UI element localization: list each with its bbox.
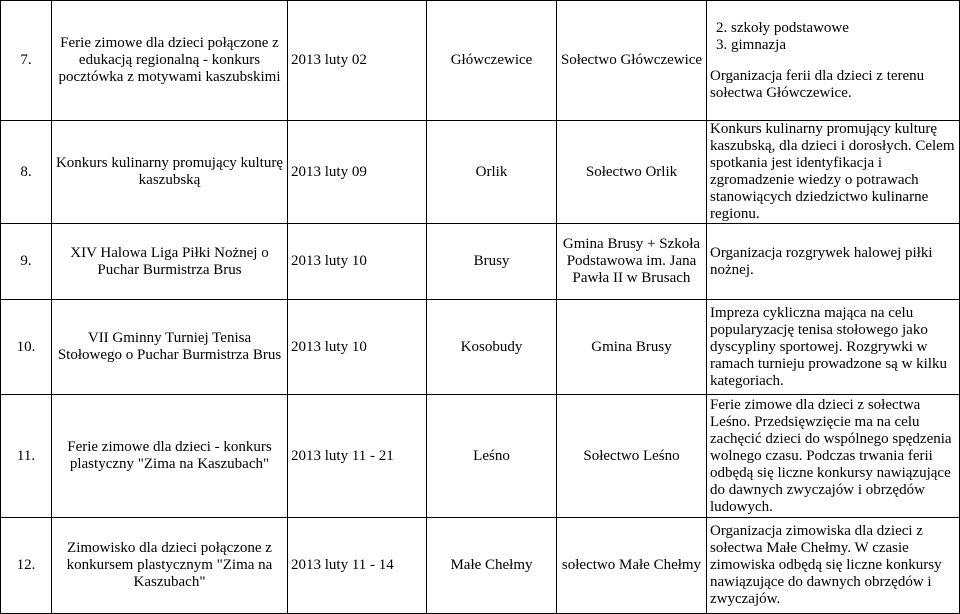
table-row (1, 121, 960, 224)
list-item: 3. gimnazja (716, 36, 786, 53)
event-name: Konkurs kulinarny promujący kulturę kaszubską (52, 121, 288, 224)
event-name: XIV Halowa Liga Piłki Nożnej o Puchar Burmistrza Brus (52, 224, 288, 300)
event-date: 2013 luty 09 (288, 121, 427, 224)
row-number: 12. (1, 518, 52, 614)
event-organizer: Sołectwo Główczewice (557, 1, 707, 121)
table-row (1, 224, 960, 300)
event-place: Małe Chełmy (427, 518, 557, 614)
event-organizer: Gmina Brusy + Szkoła Podstawowa im. Jana Pawła II w Brusach (557, 224, 707, 300)
event-description: Organizacja rozgrywek halowej piłki nożnej. (707, 224, 960, 300)
row-number: 10. (1, 300, 52, 395)
event-name: VII Gminny Turniej Tenisa Stołowego o Puchar Burmistrza Brus (52, 300, 288, 395)
event-organizer: sołectwo Małe Chełmy (557, 518, 707, 614)
event-place: Orlik (427, 121, 557, 224)
event-place: Kosobudy (427, 300, 557, 395)
event-name: Ferie zimowe dla dzieci - konkurs plastyczny "Zima na Kaszubach" (52, 395, 288, 518)
event-date: 2013 luty 02 (288, 1, 427, 121)
event-place: Główczewice (427, 1, 557, 121)
description-text: Organizacja ferii dla dzieci z terenu sołectwa Główczewice. (710, 67, 925, 101)
event-organizer: Sołectwo Leśno (557, 395, 707, 518)
event-description: Impreza cykliczna mająca na celu popularyzację tenisa stołowego jako dyscypliny sportowej. Rozgrywki w ramach turnieju prowadzone są w kilku kategoriach. (707, 300, 960, 395)
table-row (1, 518, 960, 614)
event-name: Ferie zimowe dla dzieci połączone z edukacją regionalną - konkurs pocztówka z motywami kaszubskimi (52, 1, 288, 121)
event-description: Konkurs kulinarny promujący kulturę kaszubską, dla dzieci i dorosłych. Celem spotkania jest identyfikacja i zgromadzenie wiedzy o potrawach stanowiących dziedzictwo kulinarne regionu. (707, 121, 960, 224)
event-organizer: Gmina Brusy (557, 300, 707, 395)
row-number: 11. (1, 395, 52, 518)
event-date: 2013 luty 11 - 14 (288, 518, 427, 614)
row-number: 7. (1, 1, 52, 121)
event-organizer: Sołectwo Orlik (557, 121, 707, 224)
list-item: 2. szkoły podstawowe (716, 19, 849, 36)
event-name: Zimowisko dla dzieci połączone z konkursem plastycznym "Zima na Kaszubach" (52, 518, 288, 614)
event-place: Brusy (427, 224, 557, 300)
event-description: Ferie zimowe dla dzieci z sołectwa Leśno. Przedsięwzięcie ma na celu zachęcić dzieci do wspólnego spędzenia wolnego czasu. Podczas trwania ferii odbędą się liczne konkursy nawiązujące do dawnych zwyczajów i obrzędów ludowych. (707, 395, 960, 518)
event-date: 2013 luty 10 (288, 300, 427, 395)
event-date: 2013 luty 11 - 21 (288, 395, 427, 518)
event-description (707, 1, 960, 121)
row-number: 8. (1, 121, 52, 224)
table-row (1, 395, 960, 518)
table-row (1, 1, 960, 121)
event-date: 2013 luty 10 (288, 224, 427, 300)
event-description: Organizacja zimowiska dla dzieci z sołectwa Małe Chełmy. W czasie zimowiska odbędą się liczne konkursy nawiązujące do dawnych obrzędów i zwyczajów. (707, 518, 960, 614)
table-row (1, 300, 960, 395)
row-number: 9. (1, 224, 52, 300)
event-place: Leśno (427, 395, 557, 518)
